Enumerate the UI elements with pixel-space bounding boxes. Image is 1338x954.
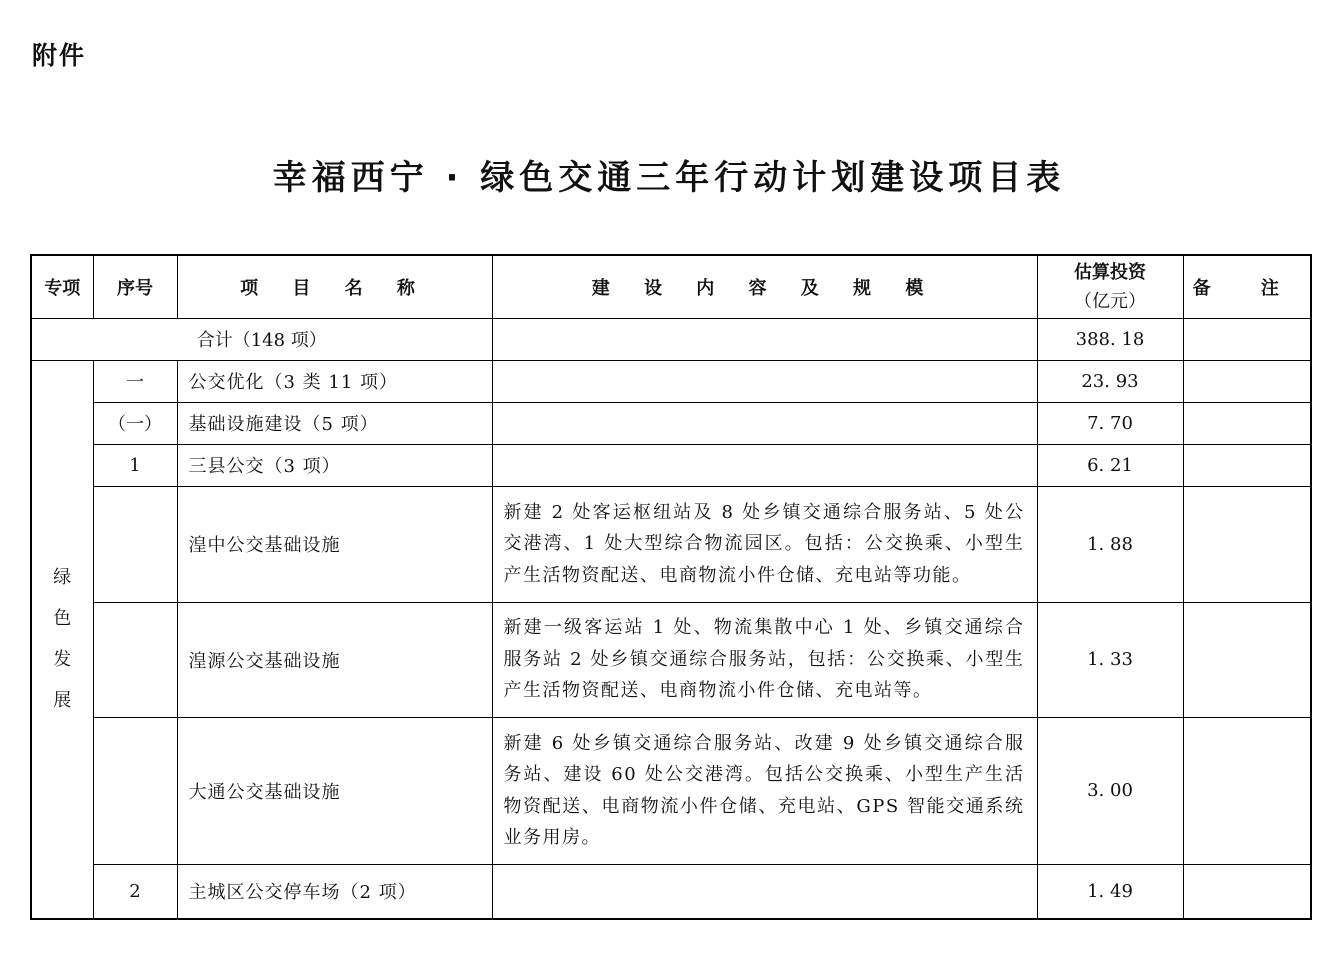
total-label: 合计（148 项） (31, 318, 492, 360)
project-table (30, 254, 1312, 920)
category-cell (31, 360, 93, 919)
table-row (31, 717, 1311, 864)
row-content (492, 360, 1037, 402)
row-name: 基础设施建设（5 项） (177, 402, 492, 444)
row-remark (1183, 602, 1311, 717)
row-invest: 6. 21 (1037, 444, 1183, 486)
table-row (31, 444, 1311, 486)
header-content: 建 设 内 容 及 规 模 (492, 255, 1037, 318)
row-name: 大通公交基础设施 (177, 717, 492, 864)
row-remark (1183, 444, 1311, 486)
row-content: 新建 2 处客运枢纽站及 8 处乡镇交通综合服务站、5 处公交港湾、1 处大型综合物流园区。包括：公交换乘、小型生产生活物资配送、电商物流小件仓储、充电站等功能。 (492, 486, 1037, 602)
row-remark (1183, 717, 1311, 864)
row-content: 新建 6 处乡镇交通综合服务站、改建 9 处乡镇交通综合服务站、建设 60 处公交港湾。包括公交换乘、小型生产生活物资配送、电商物流小件仓储、充电站、GPS 智能交通系统业务用房。 (492, 717, 1037, 864)
table-row (31, 864, 1311, 919)
category-char: 展 (53, 690, 72, 712)
header-row (31, 255, 1311, 318)
row-content: 新建一级客运站 1 处、物流集散中心 1 处、乡镇交通综合服务站 2 处乡镇交通综合服务站，包括：公交换乘、小型生产生活物资配送、电商物流小件仓储、充电站等。 (492, 602, 1037, 717)
header-category: 专项 (31, 255, 93, 318)
row-seq: 1 (93, 444, 177, 486)
total-content (492, 318, 1037, 360)
table-row (31, 402, 1311, 444)
row-invest: 7. 70 (1037, 402, 1183, 444)
header-invest-line2: （亿元） (1074, 290, 1146, 312)
row-seq: 一 (93, 360, 177, 402)
document-title: 幸福西宁 · 绿色交通三年行动计划建设项目表 (272, 158, 1066, 198)
table-row (31, 360, 1311, 402)
total-remark (1183, 318, 1311, 360)
row-invest: 1. 49 (1037, 864, 1183, 919)
table-row (31, 486, 1311, 602)
row-name: 湟中公交基础设施 (177, 486, 492, 602)
row-name: 三县公交（3 项） (177, 444, 492, 486)
row-seq: 2 (93, 864, 177, 919)
category-char: 绿 (53, 567, 72, 589)
row-remark (1183, 360, 1311, 402)
row-seq (93, 717, 177, 864)
row-name: 主城区公交停车场（2 项） (177, 864, 492, 919)
total-row (31, 318, 1311, 360)
row-content (492, 444, 1037, 486)
row-name: 公交优化（3 类 11 项） (177, 360, 492, 402)
header-seq: 序号 (93, 255, 177, 318)
row-invest: 1. 88 (1037, 486, 1183, 602)
row-content (492, 864, 1037, 919)
total-invest: 388. 18 (1037, 318, 1183, 360)
row-remark (1183, 486, 1311, 602)
row-invest: 23. 93 (1037, 360, 1183, 402)
row-remark (1183, 402, 1311, 444)
header-invest-line1: 估算投资 (1074, 261, 1146, 283)
row-name: 湟源公交基础设施 (177, 602, 492, 717)
row-invest: 3. 00 (1037, 717, 1183, 864)
row-seq (93, 602, 177, 717)
header-name: 项 目 名 称 (177, 255, 492, 318)
row-seq (93, 486, 177, 602)
row-seq: （一） (93, 402, 177, 444)
category-char: 发 (53, 649, 72, 671)
row-content (492, 402, 1037, 444)
category-char: 色 (53, 608, 72, 630)
table-row (31, 602, 1311, 717)
row-invest: 1. 33 (1037, 602, 1183, 717)
attachment-label: 附件 (32, 41, 87, 70)
header-remark: 备 注 (1183, 255, 1311, 318)
row-remark (1183, 864, 1311, 919)
header-invest (1037, 255, 1183, 318)
